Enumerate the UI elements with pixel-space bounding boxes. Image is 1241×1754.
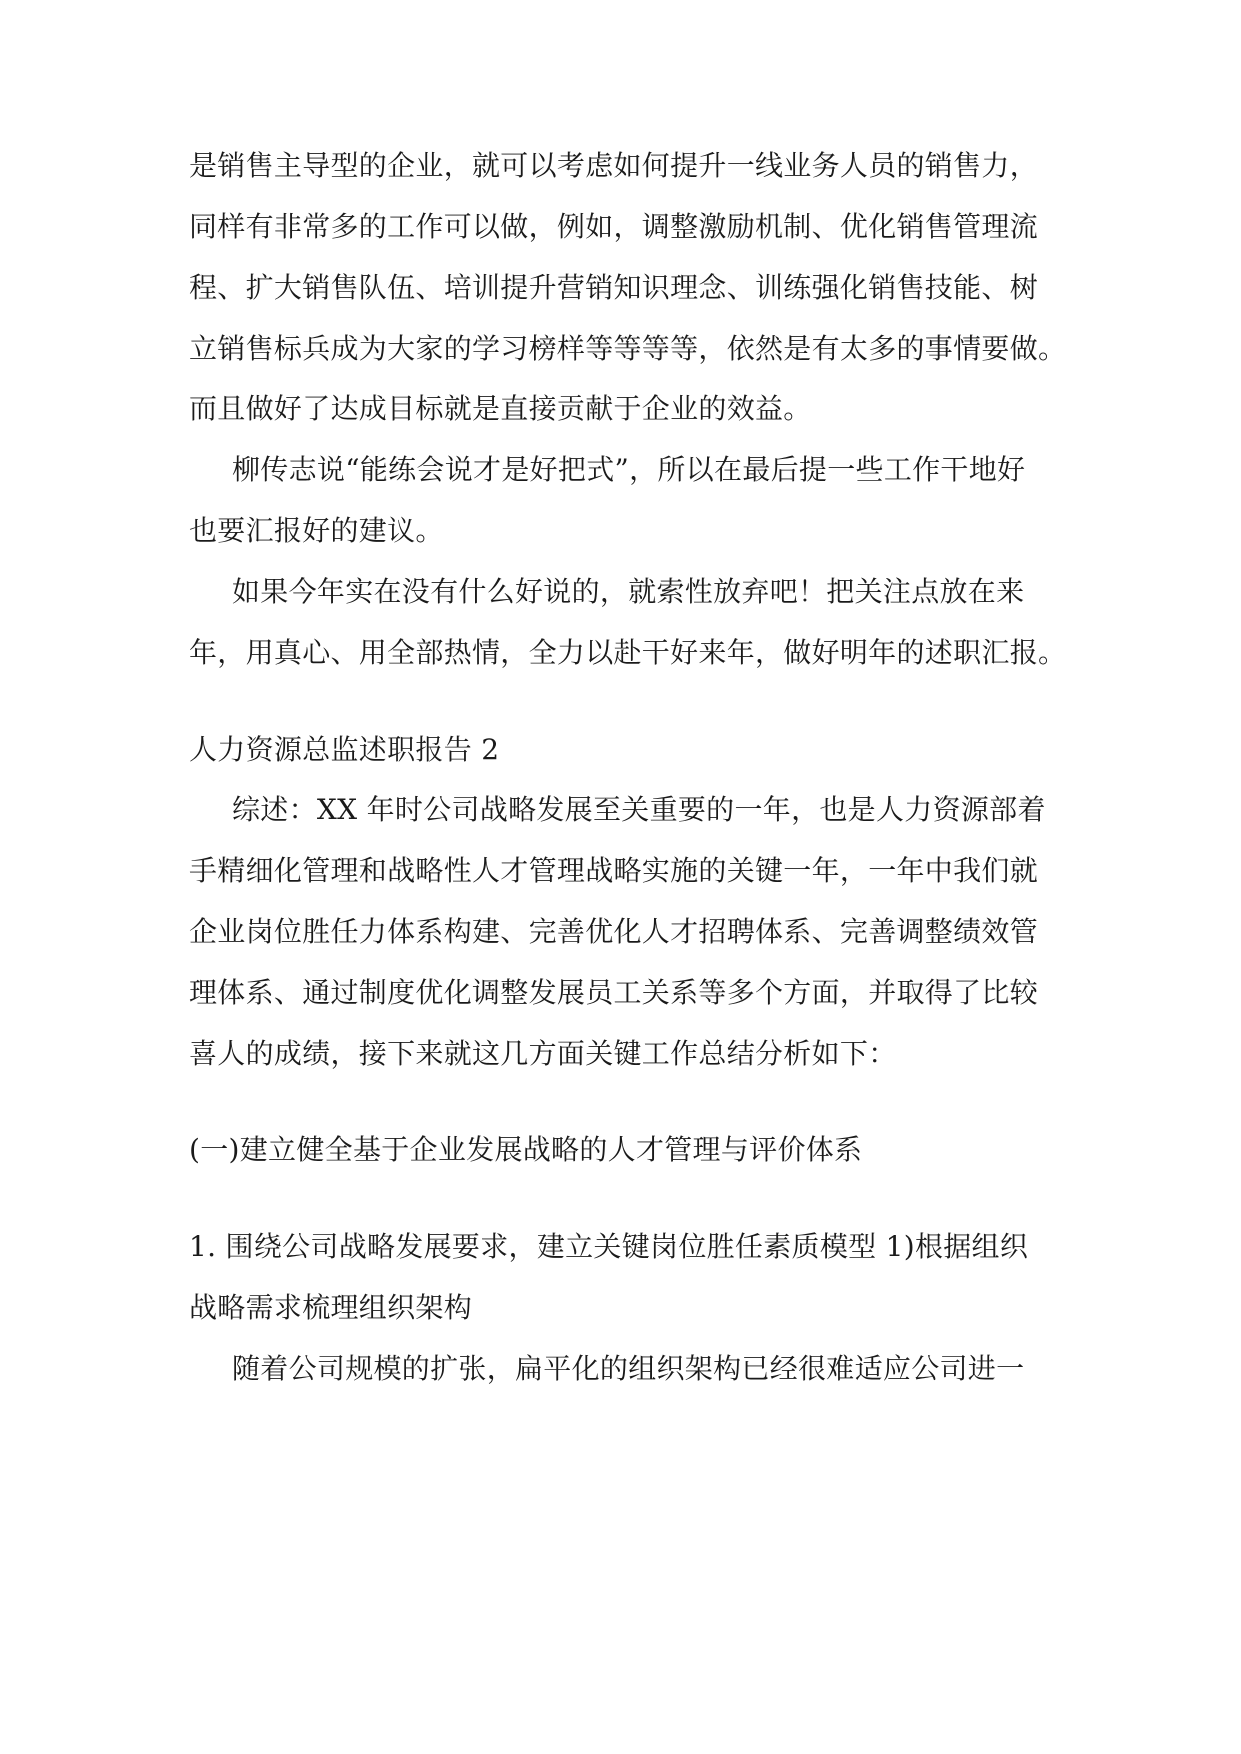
paragraph-line: 程、扩大销售队伍、培训提升营销知识理念、训练强化销售技能、树 bbox=[189, 271, 1039, 304]
paragraph-line: 是销售主导型的企业，就可以考虑如何提升一线业务人员的销售力， bbox=[189, 149, 1039, 182]
paragraph-line: 而且做好了达成目标就是直接贡献于企业的效益。 bbox=[189, 392, 812, 425]
paragraph-line: 如果今年实在没有什么好说的，就索性放弃吧！把关注点放在来 bbox=[232, 575, 1025, 608]
list-item-line: 战略需求梳理组织架构 bbox=[189, 1291, 473, 1324]
paragraph-line: 手精细化管理和战略性人才管理战略实施的关键一年，一年中我们就 bbox=[189, 854, 1039, 887]
section-heading: 人力资源总监述职报告 2 bbox=[189, 733, 500, 766]
paragraph-line: 年，用真心、用全部热情，全力以赴干好来年，做好明年的述职汇报。 bbox=[189, 636, 1067, 669]
paragraph-line: 随着公司规模的扩张，扁平化的组织架构已经很难适应公司进一 bbox=[232, 1352, 1025, 1385]
subsection-heading: (一)建立健全基于企业发展战略的人才管理与评价体系 bbox=[189, 1133, 863, 1166]
paragraph-line: 立销售标兵成为大家的学习榜样等等等等，依然是有太多的事情要做。 bbox=[189, 332, 1067, 365]
paragraph-line: 柳传志说“能练会说才是好把式”，所以在最后提一些工作干地好 bbox=[232, 453, 1026, 486]
paragraph-line: 企业岗位胜任力体系构建、完善优化人才招聘体系、完善调整绩效管 bbox=[189, 915, 1039, 948]
paragraph-line: 理体系、通过制度优化调整发展员工关系等多个方面，并取得了比较 bbox=[189, 976, 1039, 1009]
paragraph-line: 同样有非常多的工作可以做，例如，调整激励机制、优化销售管理流 bbox=[189, 210, 1039, 243]
paragraph-line: 喜人的成绩，接下来就这几方面关键工作总结分析如下： bbox=[189, 1037, 897, 1070]
paragraph-line: 也要汇报好的建议。 bbox=[189, 514, 444, 547]
list-item-line: 1. 围绕公司战略发展要求，建立关键岗位胜任素质模型 1)根据组织 bbox=[189, 1230, 1029, 1263]
paragraph-line: 综述：XX 年时公司战略发展至关重要的一年，也是人力资源部着 bbox=[232, 793, 1046, 826]
